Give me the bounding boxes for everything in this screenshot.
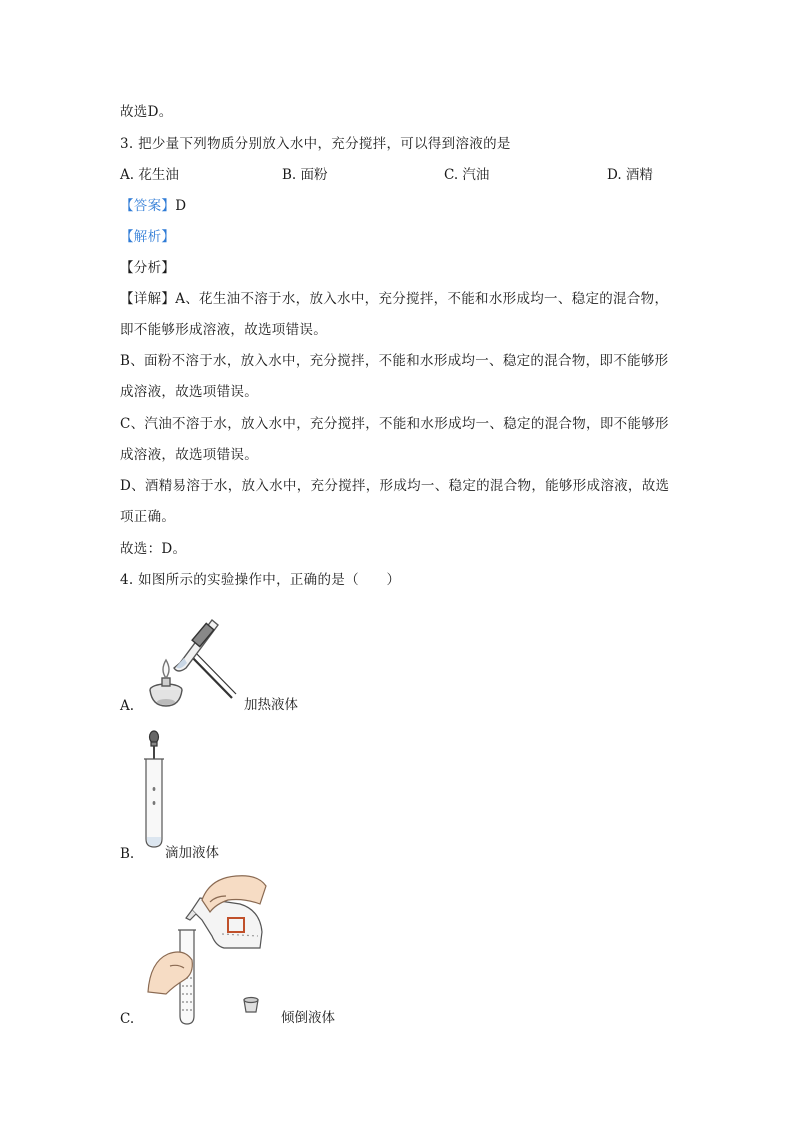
answer-tag: 【答案】 (120, 198, 176, 214)
conclusion-line: 故选：D。 (120, 541, 187, 557)
figure-a-caption: 加热液体 (244, 697, 298, 713)
q3-option-b: B. 面粉 (282, 167, 328, 183)
detail-line-d1: D、酒精易溶于水，放入水中，充分搅拌，形成均一、稳定的混合物，能够形成溶液，故选 (120, 478, 670, 494)
q3-option-a: A. 花生油 (120, 167, 179, 183)
question-4: 4. 如图所示的实验操作中，正确的是（ ） (120, 572, 401, 588)
detail-line-c1: C、汽油不溶于水，放入水中，充分搅拌，不能和水形成均一、稳定的混合物，即不能够形 (120, 416, 669, 432)
figure-c-caption: 倾倒液体 (281, 1010, 335, 1026)
detail-a-text: A、花生油不溶于水，放入水中，充分搅拌，不能和水形成均一、稳定的混合物， (175, 291, 669, 307)
figure-b-caption: 滴加液体 (165, 845, 219, 861)
figure-a-letter: A. (120, 698, 135, 714)
figure-pouring-liquid (140, 870, 275, 1026)
detail-line-d2: 项正确。 (120, 509, 176, 525)
question-3: 3. 把少量下列物质分别放入水中，充分搅拌，可以得到溶液的是 (120, 136, 511, 152)
answer-line (120, 197, 186, 215)
detail-line-b1: B、面粉不溶于水，放入水中，充分搅拌，不能和水形成均一、稳定的混合物，即不能够形 (120, 353, 669, 369)
figure-c-letter: C. (120, 1011, 135, 1027)
analysis-tag: 【解析】 (120, 229, 176, 245)
fenxi-tag: 【分析】 (120, 260, 176, 276)
q3-option-c: C. 汽油 (444, 167, 490, 183)
detail-line-a1 (120, 290, 668, 308)
figure-dropping-liquid (140, 727, 180, 852)
answer-value: D (175, 198, 187, 214)
text-line: 故选D。 (120, 104, 173, 120)
figure-heating-liquid (140, 608, 240, 710)
detail-tag: 【详解】 (120, 291, 176, 307)
detail-line-c2: 成溶液，故选项错误。 (120, 447, 258, 463)
detail-line-b2: 成溶液，故选项错误。 (120, 384, 258, 400)
detail-line-a2: 即不能够形成溶液，故选项错误。 (120, 322, 327, 338)
figure-b-letter: B. (120, 846, 135, 862)
q3-option-d: D. 酒精 (607, 167, 653, 183)
